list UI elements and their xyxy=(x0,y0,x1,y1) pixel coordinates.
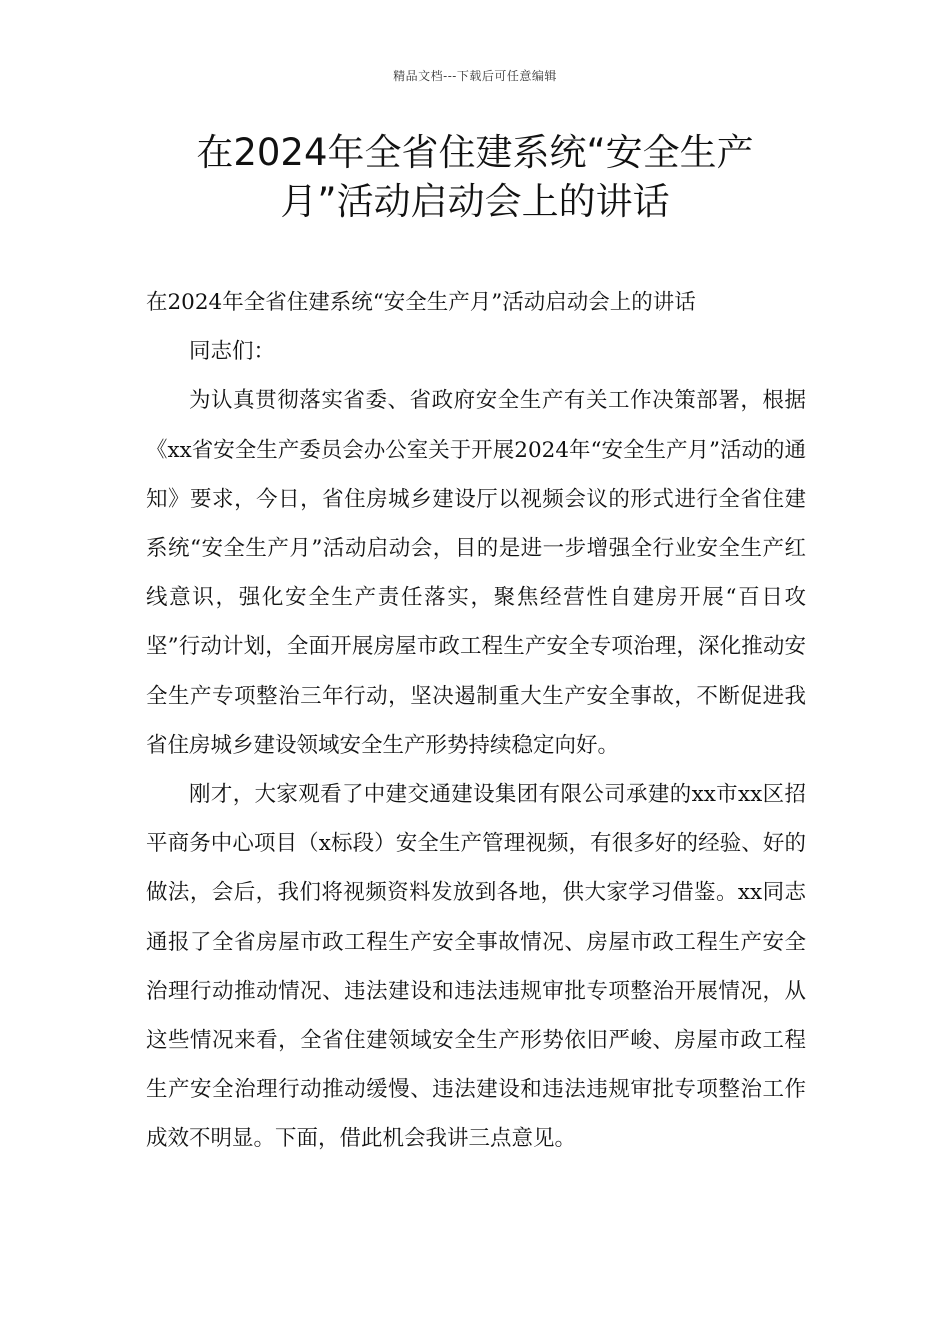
salutation: 同志们： xyxy=(189,339,276,365)
header-note: 精品文档---下载后可任意编辑 xyxy=(393,69,557,83)
document-subtitle: 在2024年全省住建系统“安全生产月”活动启动会上的讲话 xyxy=(146,290,696,315)
document-title: 在2024年全省住建系统“安全生产月”活动启动会上的讲话 xyxy=(196,131,754,223)
body-paragraph: 刚才，大家观看了中建交通建设集团有限公司承建的xx市xx区招平商务中心项目（x标段）安全生产管理视频，有很多好的经验、好的做法，会后，我们将视频资料发放到各地，供大家学习借鉴。xx同志通报了全省房屋市政工程生产安全事故情况、房屋市政工程生产安全治理行动推动情况、违法建设和违法违规审批专项整治开展情况，从这些情况来看，全省住建领域安全生产形势依旧严峻、房屋市政工程生产安全治理行动推动缓慢、违法建设和违法违规审批专项整治工作成效不明显。下面，借此机会我讲三点意见。 xyxy=(146,782,806,1152)
document-body xyxy=(146,278,806,1164)
body-paragraph: 为认真贯彻落实省委、省政府安全生产有关工作决策部署，根据《xx省安全生产委员会办公室关于开展2024年“安全生产月”活动的通知》要求，今日，省住房城乡建设厅以视频会议的形式进行全省住建系统“安全生产月”活动启动会，目的是进一步增强全行业安全生产红线意识，强化安全生产责任落实，聚焦经营性自建房开展“百日攻坚”行动计划，全面开展房屋市政工程生产安全专项治理，深化推动安全生产专项整治三年行动，坚决遏制重大生产安全事故，不断促进我省住房城乡建设领域安全生产形势持续稳定向好。 xyxy=(146,388,806,758)
